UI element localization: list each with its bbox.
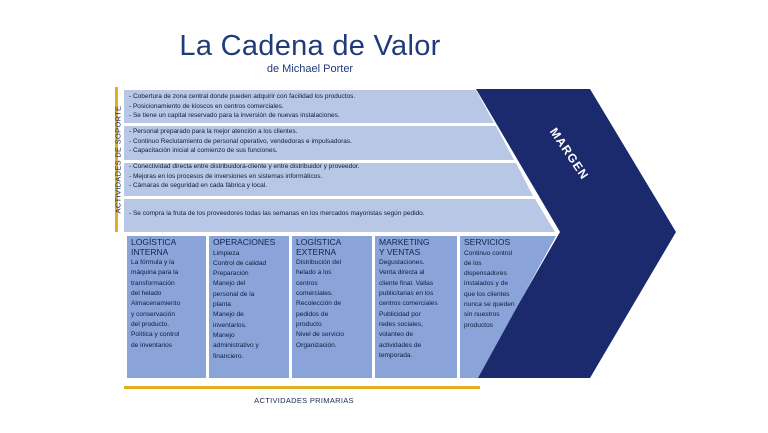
list-item: de inventarios — [131, 341, 173, 349]
list-item: planta — [213, 301, 231, 309]
primary-text-inbound-logistics — [131, 238, 205, 351]
list-item: Manejo del — [213, 280, 246, 288]
list-item: del producto. — [131, 320, 170, 328]
list-item: actividades de — [379, 341, 422, 349]
page-title: La Cadena de Valor — [179, 30, 441, 62]
list-item: temporada. — [379, 351, 413, 359]
list-item: - Personal preparado para la mejor atención a los clientes. — [129, 128, 298, 135]
primary-text-operations — [213, 238, 288, 362]
support-text-infrastructure — [129, 92, 355, 121]
list-item: Manejo de — [213, 311, 244, 319]
list-item: Preparación — [213, 270, 249, 278]
column-title: MARKETING Y VENTAS — [379, 237, 430, 257]
list-item: - Cámaras de seguridad en cada fábrica y local. — [129, 182, 268, 190]
column-title: OPERACIONES — [213, 237, 276, 247]
list-item: - Conectividad directa entre distribuidora-cliente y entre distribuidor y proveedor. — [129, 163, 360, 170]
margin-arrow — [476, 89, 676, 378]
list-item: instalados y de — [464, 280, 508, 288]
list-item: Política y control — [131, 331, 180, 339]
list-item: máquina para la — [131, 269, 179, 277]
support-text-procurement — [129, 209, 425, 219]
list-item: pedidos de — [296, 310, 329, 318]
list-item: administrativo y — [213, 342, 259, 350]
list-item: y conservación — [131, 310, 175, 318]
list-item: nunca se queden — [464, 301, 515, 309]
primary-text-outbound-logistics — [296, 238, 371, 351]
list-item: producto — [296, 320, 322, 328]
list-item: - Capacitación inicial al comienzo de sus funciones. — [129, 147, 278, 155]
list-item: Control de calidad — [213, 259, 267, 267]
column-title: LOGÍSTICA EXTERNA — [296, 237, 342, 257]
list-item: productos — [464, 321, 493, 329]
list-item: financiero. — [213, 352, 244, 360]
list-item: Almacenamiento — [131, 300, 181, 308]
list-item: Organización. — [296, 341, 337, 349]
list-item: del helado — [131, 290, 162, 298]
list-item: Continuo control — [464, 249, 513, 257]
list-item: Venta directa al — [379, 269, 425, 277]
list-item: - Posicionamiento de kioscos en centros comerciales. — [129, 102, 284, 110]
list-item: La fórmula y la — [131, 259, 175, 267]
column-title: SERVICIOS — [464, 237, 511, 247]
list-item: Recolección de — [296, 300, 342, 308]
support-text-human-resources — [129, 127, 352, 156]
list-item: inventarios. — [213, 321, 247, 329]
support-text-technology — [129, 162, 360, 191]
primary-text-services — [464, 238, 540, 331]
list-item: transformación — [131, 279, 175, 287]
primary-text-marketing-sales — [379, 238, 457, 361]
primary-axis-label: ACTIVIDADES PRIMARIAS — [254, 396, 354, 405]
list-item: personal de la — [213, 290, 255, 298]
list-item: Limpieza — [213, 249, 240, 257]
list-item: de los — [464, 259, 482, 267]
list-item: - Mejoras en los procesos de inversiones en sistemas informáticos. — [129, 172, 323, 180]
page-subtitle: de Michael Porter — [266, 63, 354, 75]
list-item: helado a los — [296, 269, 332, 277]
primary-axis-bar — [124, 386, 480, 389]
list-item: - Continuo Reclutamiento de personal operativo, vendedoras e impulsadoras. — [129, 137, 352, 145]
list-item: Degustaciones. — [379, 259, 425, 267]
column-title: LOGÍSTICA INTERNA — [131, 237, 177, 257]
support-axis-label: ACTIVIDADES DE SOPORTE — [113, 105, 123, 214]
list-item: dispensadores — [464, 270, 507, 278]
list-item: - Se compra la fruta de los proveedores todas las semanas en los mercados mayoristas según pedido. — [129, 210, 425, 217]
list-item: volanteo de — [379, 331, 414, 339]
list-item: sin nuestros — [464, 311, 500, 319]
list-item: centros — [296, 279, 318, 287]
list-item: que los clientes — [464, 290, 510, 298]
list-item: centros comerciales — [379, 300, 438, 308]
margin-label: MARGEN — [546, 125, 592, 183]
list-item: Distribución del — [296, 259, 342, 267]
list-item: - Cobertura de zona central donde pueden adquirir con facilidad los productos. — [129, 93, 356, 100]
list-item: redes sociales, — [379, 320, 423, 328]
list-item: - Se tiene un capital reservado para la inversión de nuevas instalaciones. — [129, 112, 340, 120]
list-item: Publicidad por — [379, 310, 421, 318]
list-item: cliente final. Vallas — [379, 279, 434, 287]
list-item: Manejo — [213, 331, 235, 339]
list-item: comerciales. — [296, 290, 334, 298]
list-item: Nivel de servicio — [296, 331, 345, 339]
list-item: publicitarias en los — [379, 290, 434, 298]
